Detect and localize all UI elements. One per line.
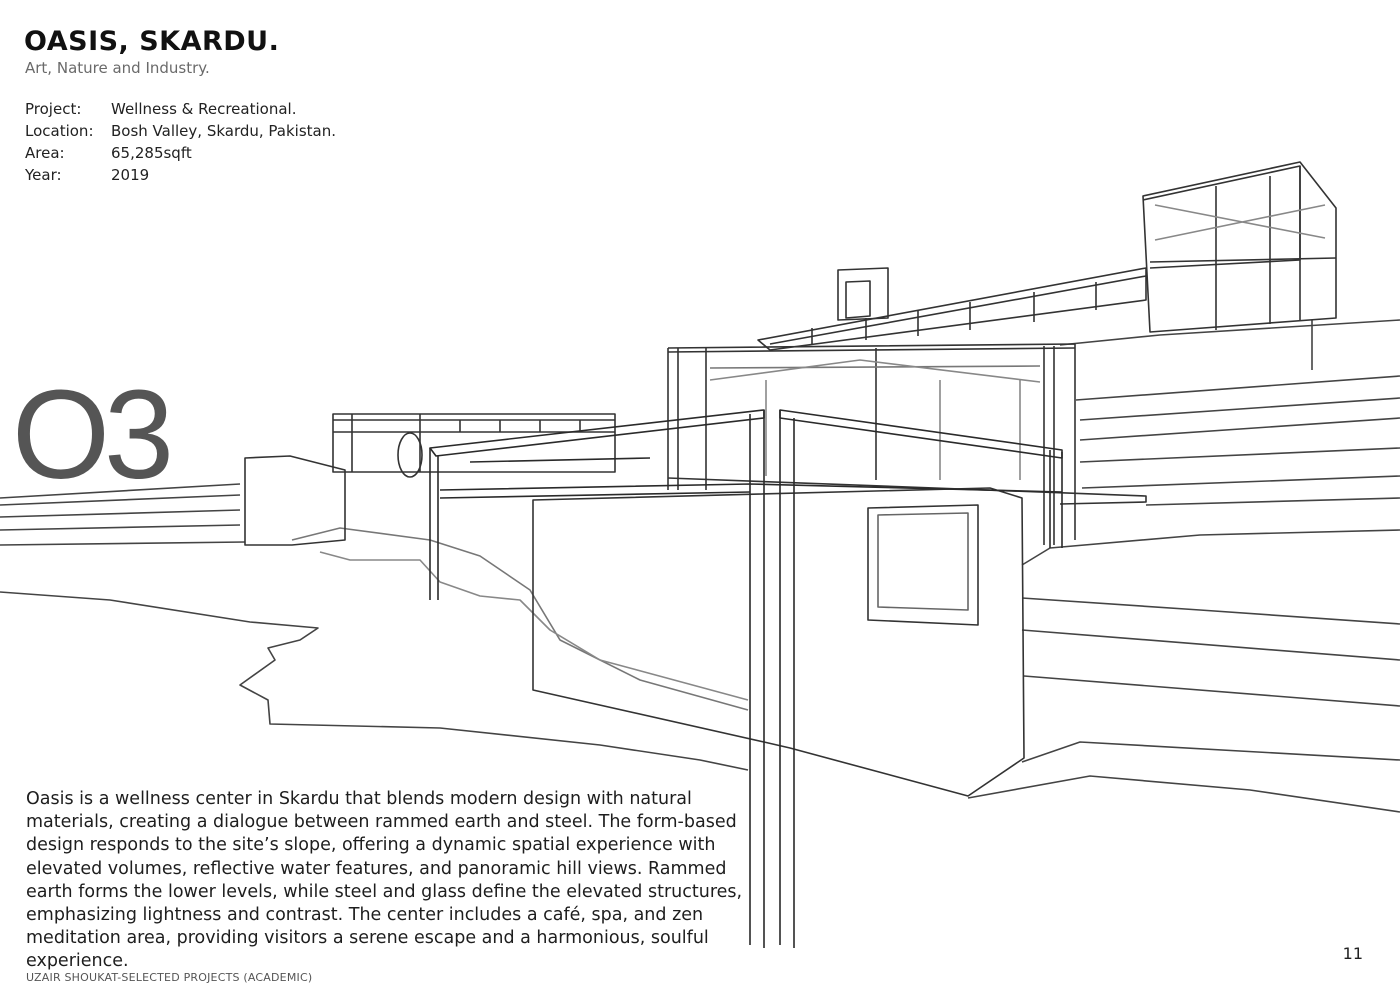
meta-row-year: [25, 164, 336, 186]
section-number: O3: [12, 364, 169, 505]
meta-label: Project:: [25, 100, 82, 118]
page-number: 11: [1342, 944, 1363, 963]
meta-value: Bosh Valley, Skardu, Pakistan.: [111, 122, 337, 140]
glass-cube: [1143, 162, 1336, 332]
meta-label: Location:: [25, 122, 94, 140]
tower: [838, 268, 888, 320]
footer-credit: UZAIR SHOUKAT-SELECTED PROJECTS (ACADEMIC): [26, 971, 313, 984]
meta-label: Area:: [25, 144, 65, 162]
meta-value: Wellness & Recreational.: [111, 100, 297, 118]
project-meta: [25, 98, 336, 186]
meta-value: 2019: [111, 166, 150, 184]
page-subtitle: Art, Nature and Industry.: [25, 59, 210, 77]
meta-row-area: [25, 142, 336, 164]
page-title: OASIS, SKARDU.: [24, 26, 280, 57]
upper-bridge: [758, 268, 1146, 350]
earth-walls: [245, 456, 1024, 796]
meta-row-location: [25, 120, 336, 142]
meta-row-project: [25, 98, 336, 120]
rear-pavilion: [333, 414, 615, 477]
project-description: Oasis is a wellness center in Skardu that blends modern design with natural materials, creating a dialogue between rammed earth and steel. The form-based design responds to the site’s slope, offering a dynamic spatial experience with elevated volumes, reflective water features, and panoramic hill views. Rammed earth forms the lower levels, while steel and glass define the elevated structures, emphasizing lightness and contrast. The center includes a café, spa, and zen meditation area, providing visitors a serene escape and a harmonious, soulful experience.: [26, 789, 743, 972]
meta-value: 65,285sqft: [111, 144, 192, 162]
terrain-lines: [0, 320, 1400, 812]
meta-label: Year:: [25, 166, 62, 184]
